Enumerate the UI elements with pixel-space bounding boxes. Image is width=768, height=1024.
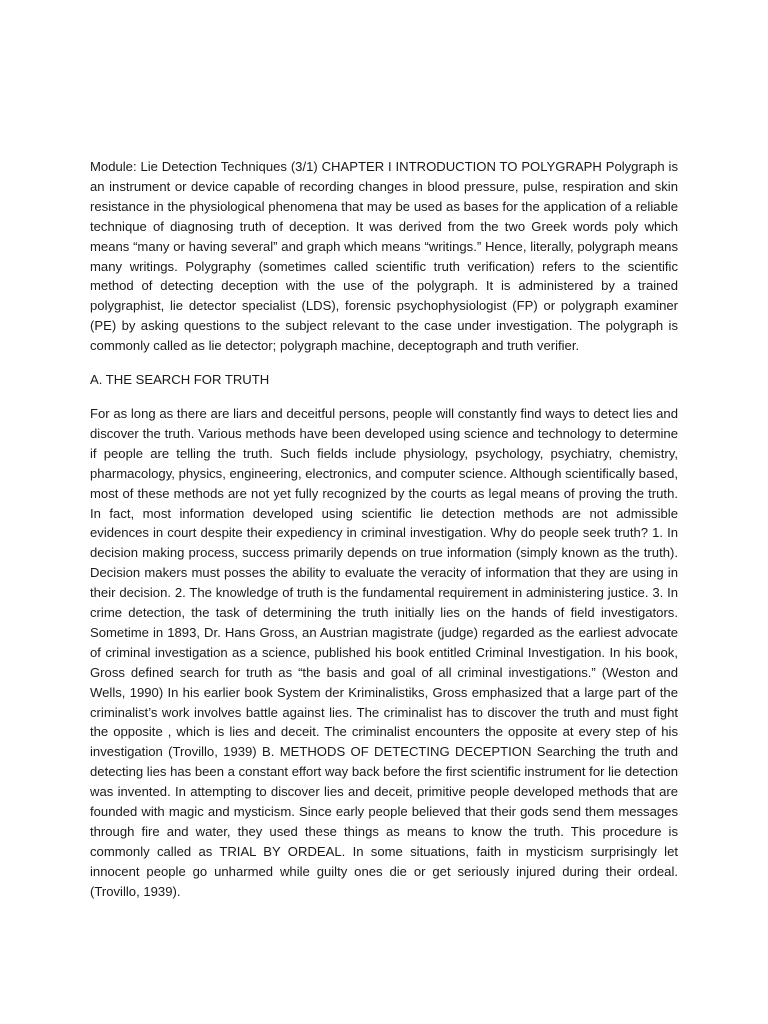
section-a-paragraph: For as long as there are liars and deceitful persons, people will constantly find ways to detect lies and discover the truth. Various methods have been developed using science and technology to determine if people are telling the truth. Such fields include physiology, psychology, psychiatry, chemistry, pharmacology, physics, engineering, electronics, and computer science. Although scientifically based, most of these methods are not yet fully recognized by the courts as legal means of proving the truth. In fact, most information developed using scientific lie detection methods are not admissible evidences in court despite their expediency in criminal investigation. Why do people seek truth? 1. In decision making process, success primarily depends on true information (simply known as the truth). Decision makers must posses the ability to evaluate the veracity of information that they are using in their decision. 2. The knowledge of truth is the fundamental requirement in administering justice. 3. In crime detection, the task of determining the truth initially lies on the hands of field investigators. Sometime in 1893, Dr. Hans Gross, an Austrian magistrate (judge) regarded as the earliest advocate of criminal investigation as a science, published his book entitled Criminal Investigation. In his book, Gross defined search for truth as “the basis and goal of all criminal investigations.” (Weston and Wells, 1990) In his earlier book System der Kriminalistiks, Gross emphasized that a large part of the criminalist’s work involves battle against lies. The criminalist has to discover the truth and must fight the opposite , which is lies and deceit. The criminalist encounters the opposite at every step of his investigation (Trovillo, 1939) B. METHODS OF DETECTING DECEPTION Searching the truth and detecting lies has been a constant effort way back before the first scientific instrument for lie detection was invented. In attempting to discover lies and deceit, primitive people developed methods that are founded with magic and mysticism. Since early people believed that their gods send them messages through fire and water, they used these things as means to know the truth. This procedure is commonly called as TRIAL BY ORDEAL. In some situations, faith in mysticism surprisingly let innocent people go unharmed while guilty ones die or get seriously injured during their ordeal. (Trovillo, 1939).: [90, 405, 678, 899]
section-a-heading: A. THE SEARCH FOR TRUTH: [90, 372, 270, 388]
document-page: [90, 157, 678, 902]
intro-paragraph: Module: Lie Detection Techniques (3/1) CHAPTER I INTRODUCTION TO POLYGRAPH Polygraph is an instrument or device capable of recording changes in blood pressure, pulse, respiration and skin resistance in the physiological phenomena that may be used as bases for the application of a reliable technique of diagnosing truth of deception. It was derived from the two Greek words poly which means “many or having several” and graph which means “writings.” Hence, literally, polygraph means many writings. Polygraphy (sometimes called scientific truth verification) refers to the scientific method of detecting deception with the use of the polygraph. It is administered by a trained polygraphist, lie detector specialist (LDS), forensic psychophysiologist (FP) or polygraph examiner (PE) by asking questions to the subject relevant to the case under investigation. The polygraph is commonly called as lie detector; polygraph machine, deceptograph and truth verifier.: [90, 159, 678, 354]
